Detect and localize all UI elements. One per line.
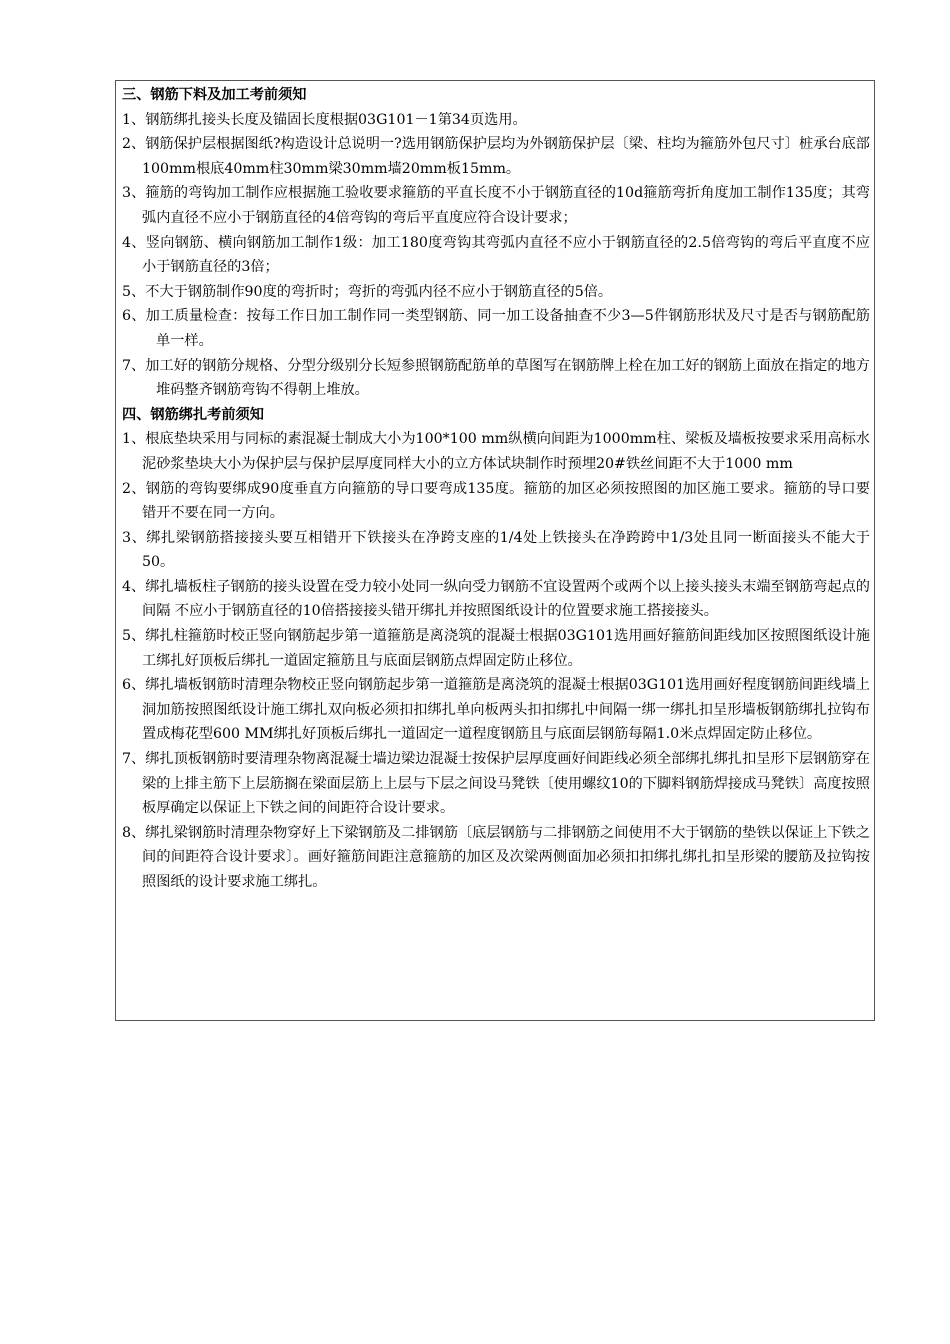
section-title-4: 四、钢筋绑扎考前须知: [122, 406, 264, 423]
section-4-item-2: 2、钢筋的弯钩要绑成90度垂直方向箍筋的导口要弯成135度。箍筋的加区必须按照图的加区施工要求。箍筋的导口要错开不要在同一方向。: [122, 480, 870, 522]
section-3-item-1: 1、钢筋绑扎接头长度及锚固长度根据03G101－1第34页选用。: [122, 111, 527, 128]
section-3-item-6: 6、加工质量检查：按每工作日加工制作同一类型钢筋、同一加工设备抽查不少3—5件钢筋形状及尺寸是否与钢筋配筋单一样。: [122, 308, 870, 349]
section-3-item-4: 4、竖向钢筋、横向钢筋加工制作1级：加工180度弯钩其弯弧内直径不应小于钢筋直径的2.5倍弯钩的弯后平直度不应小于钢筋直径的3倍；: [122, 234, 870, 276]
section-3-item-2: 2、钢筋保护层根据图纸?构造设计总说明一?选用钢筋保护层均为外钢筋保护层〔梁、柱均为箍筋外包尺寸〕桩承台底部100mm根底40mm柱30mm梁30mm墙20mm板15mm。: [122, 136, 870, 177]
section-4-item-5: 5、绑扎柱箍筋时校正竖向钢筋起步第一道箍筋是离浇筑的混凝士根据03G101选用画好箍筋间距线加区按照图纸设计施工绑扎好顶板后绑扎一道固定箍筋且与底面层钢筋点焊固定防止移位。: [122, 628, 870, 669]
section-title-3: 三、钢筋下料及加工考前须知: [122, 87, 307, 103]
section-3-item-5: 5、不大于钢筋制作90度的弯折时；弯折的弯弧内径不应小于钢筋直径的5倍。: [122, 283, 613, 300]
section-4-item-4: 4、绑扎墙板柱子钢筋的接头设置在受力较小处同一纵向受力钢筋不宜设置两个或两个以上接头接头末端至钢筋弯起点的间隔 不应小于钢筋直径的10倍搭接接头错开绑扎并按照图纸设计的位置要求施工搭接接头。: [122, 578, 870, 620]
section-4-item-1: 1、根底垫块采用与同标的素混凝士制成大小为100*100 mm纵横向间距为1000mm柱、梁板及墙板按要求采用高标水泥砂浆垫块大小为保护层与保护层厚度同样大小的立方体试块制作时预埋20#铁丝间距不大于1000 mm: [122, 431, 870, 472]
section-3-item-7: 7、加工好的钢筋分规格、分型分级别分长短参照钢筋配筋单的草图写在钢筋牌上栓在加工好的钢筋上面放在指定的地方堆码整齐钢筋弯钩不得朝上堆放。: [122, 357, 870, 399]
document-body: [122, 83, 870, 895]
section-4-item-7: 7、绑扎顶板钢筋时要清理杂物离混凝士墙边梁边混凝士按保护层厚度画好间距线必须全部绑扎绑扎扣呈形下层钢筋穿在梁的上排主筋下上层筋搁在梁面层筋上上层与下层之间设马凳铁〔使用螺纹10的下脚料钢筋焊接成马凳铁〕高度按照板厚确定以保证上下铁之间的间距符合设计要求。: [122, 751, 870, 817]
section-4-item-8: 8、绑扎梁钢筋时清理杂物穿好上下梁钢筋及二排钢筋〔底层钢筋与二排钢筋之间使用不大于钢筋的垫铁以保证上下铁之间的间距符合设计要求〕。画好箍筋间距注意箍筋的加区及次梁两侧面加必须扣扣绑扎绑扎扣呈形梁的腰筋及拉钩按照图纸的设计要求施工绑扎。: [122, 824, 870, 890]
section-4-item-6: 6、绑扎墙板钢筋时清理杂物校正竖向钢筋起步第一道箍筋是离浇筑的混凝士根据03G101选用画好程度钢筋间距线墙上洞加筋按照图纸设计施工绑扎双向板必须扣扣绑扎单向板两头扣扣绑扎中间隔一绑一绑扎扣呈形墙板钢筋绑扎拉钩布置成梅花型600 MM绑扎好顶板后绑扎一道固定一道程度钢筋且与底面层钢筋每隔1.0米点焊固定防止移位。: [122, 677, 870, 743]
section-4-item-3: 3、绑扎梁钢筋搭接接头要互相错开下铁接头在净跨支座的1/4处上铁接头在净跨跨中1/3处且同一断面接头不能大于50。: [122, 529, 870, 571]
section-3-item-3: 3、箍筋的弯钩加工制作应根据施工验收要求箍筋的平直长度不小于钢筋直径的10d箍筋弯折角度加工制作135度；其弯弧内直径不应小于钢筋直径的4倍弯钩的弯后平直度应符合设计要求；: [122, 185, 870, 226]
